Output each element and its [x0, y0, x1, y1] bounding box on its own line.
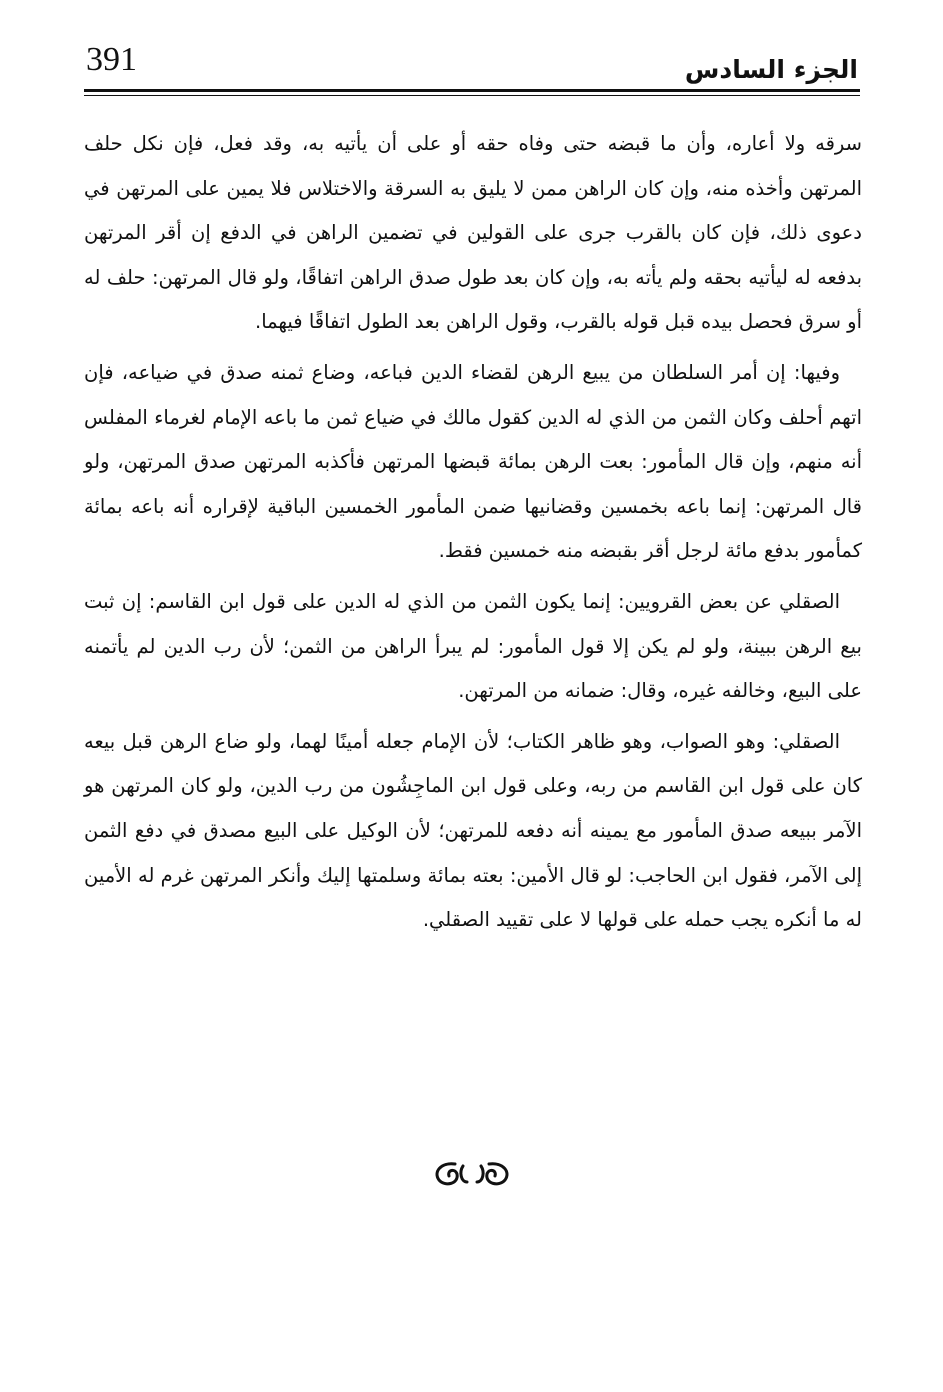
end-ornament-glyph — [417, 1156, 527, 1190]
header-rule-thick — [84, 89, 860, 92]
paragraph: الصقلي عن بعض القرويين: إنما يكون الثمن من الذي له الدين على قول ابن القاسم: إن ثبت بيع الرهن ببينة، ولو لم يكن إلا قول المأمور: لم يبرأ الراهن من الثمن؛ لأن رب الدين لم يأتمنه على البيع، وخالفه غيره، وقال: ضمانه من المرتهن. — [84, 589, 862, 703]
body-text — [84, 122, 862, 949]
paragraph: الصقلي: وهو الصواب، وهو ظاهر الكتاب؛ لأن الإمام جعله أمينًا لهما، ولو ضاع الرهن قبل بيعه كان على قول ابن القاسم من ربه، وعلى قول ابن الماجِشُون من رب الدين، ولو كان المرتهن هو الآمر ببيعه صدق المأمور مع يمينه أنه دفعه للمرتهن؛ لأن الوكيل على البيع مصدق في دفع الثمن إلى الآمر، فقول ابن الحاجب: لو قال الأمين: بعته بمائة وسلمتها إليك وأنكر المرتهن غرم له الأمين له ما أنكره يجب حمله على قولها لا على تقييد الصقلي. — [84, 729, 862, 932]
header-rule-thin — [84, 95, 860, 96]
running-header-title: الجزء السادس — [684, 55, 858, 84]
end-ornament-icon — [0, 1156, 943, 1198]
page-number: 391 — [86, 41, 137, 78]
paragraph: سرقه ولا أعاره، وأن ما قبضه حتى وفاه حقه أو على أن يأتيه به، وقد فعل، فإن نكل حلف المرتهن وأخذه منه، وإن كان الراهن ممن لا يليق به السرقة والاختلاس فلا يمين على المرتهن في دعوى ذلك، فإن كان بالقرب جرى على القولين في تضمين الراهن في الدفع إن أقر المرتهن بدفعه له ليأتيه بحقه ولم يأته به، وإن كان بعد طول صدق الراهن اتفاقًا، ولو قال المرتهن: حلف له أو سرق فحصل بيده قبل قوله بالقرب، وقول الراهن بعد الطول اتفاقًا فيهما. — [84, 132, 862, 334]
paragraph: وفيها: إن أمر السلطان من يبيع الرهن لقضاء الدين فباعه، وضاع ثمنه صدق في ضياعه، فإن اتهم أحلف وكان الثمن من الذي له الدين كقول مالك في ضياع ثمن ما باعه الإمام لغرماء المفلس أنه منهم، وإن قال المأمور: بعت الرهن بمائة قبضها المرتهن فأكذبه المرتهن صدق المرتهن، ولو قال المرتهن: إنما باعه بخمسين وقضانيها ضمن المأمور الخمسين الباقية لإقراره أنه باعه بمائة كمأمور بدفع مائة لرجل أقر بقبضه منه خمسين فقط. — [84, 360, 862, 563]
